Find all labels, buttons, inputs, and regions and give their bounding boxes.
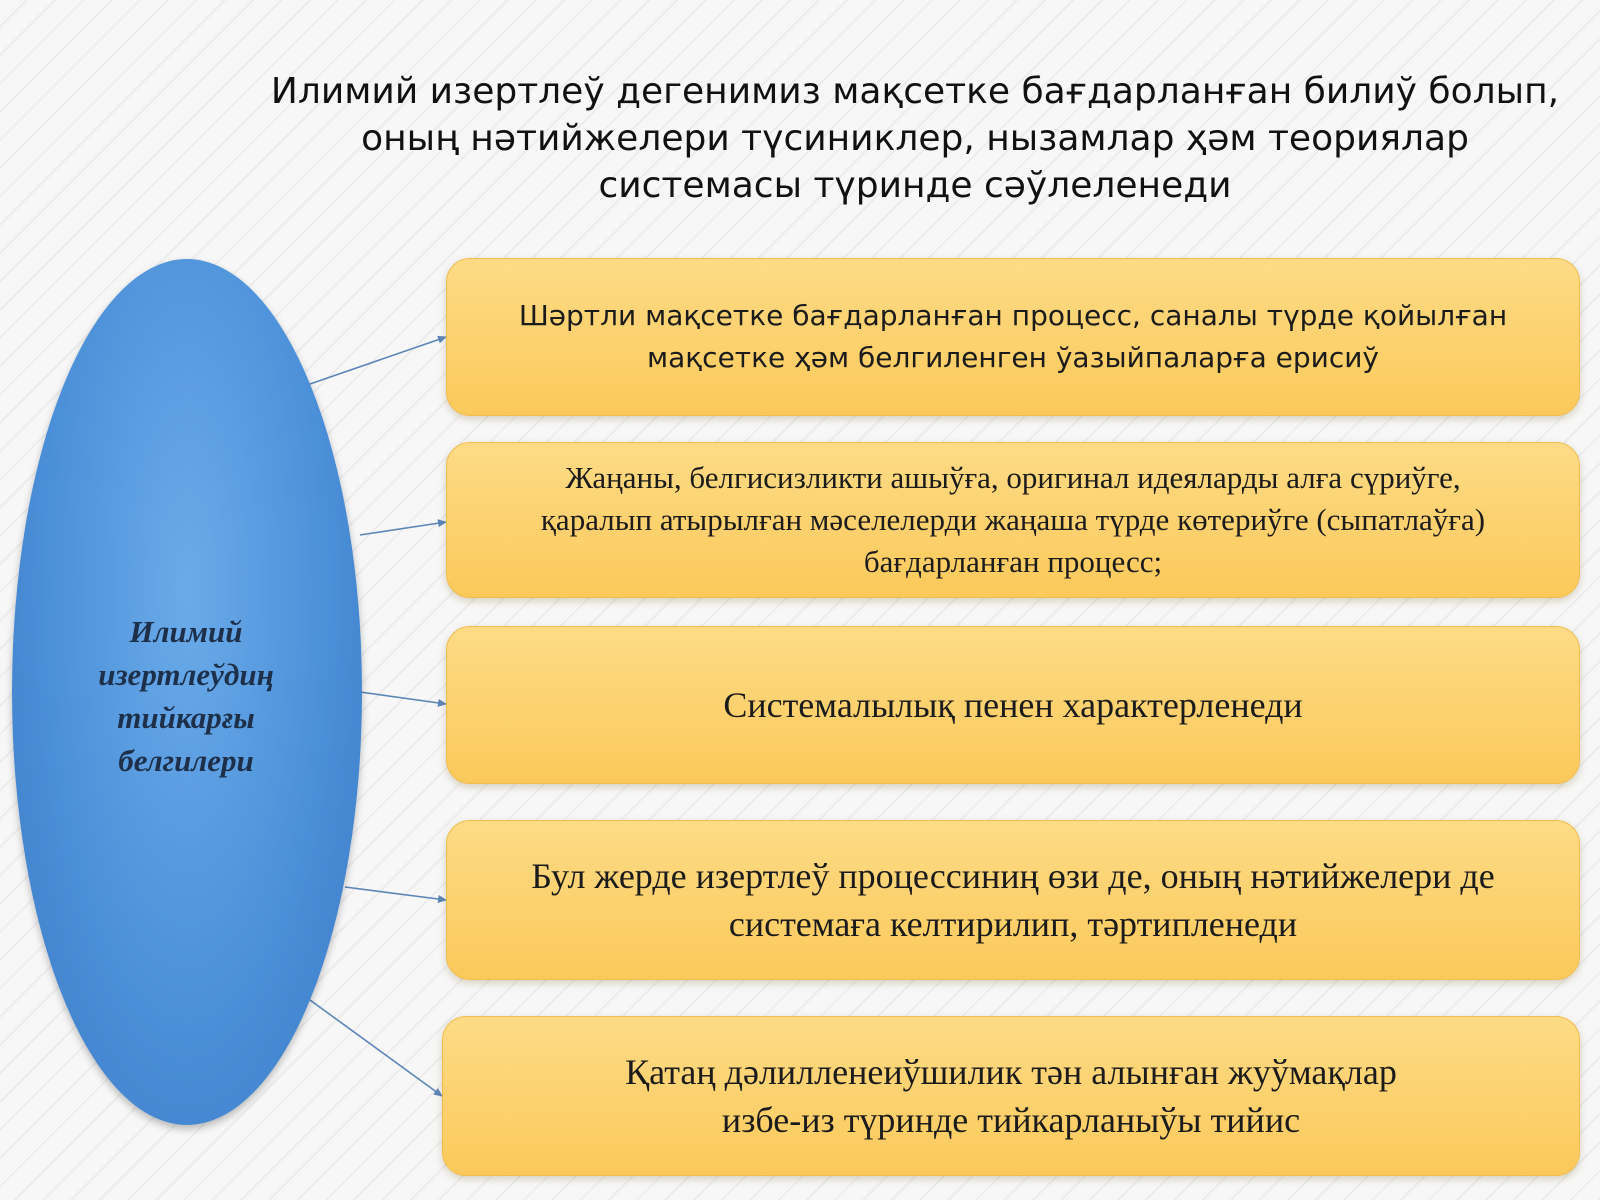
feature-box-5	[442, 1016, 1580, 1176]
feature-box-4	[446, 820, 1580, 980]
box-text-line: системаға келтирилип, тәртипленеди	[728, 904, 1298, 944]
box-text-line: бағдарланған процесс;	[863, 544, 1163, 579]
connector-arrow-4	[345, 887, 446, 900]
box-text-line: мақсетке ҳәм белгиленген ўазыйпаларға ерисиў	[646, 341, 1380, 374]
connector-arrow-5	[310, 1000, 442, 1096]
feature-box-3	[446, 626, 1580, 784]
central-ellipse-label	[35, 610, 337, 782]
ellipse-label-line: Илимий	[129, 614, 243, 649]
title-line: системасы түринде сәўлеленеди	[598, 165, 1232, 206]
connector-arrow-3	[360, 692, 446, 704]
title-line: оның нәтийжелери түсиниклер, нызамлар ҳәм теориялар	[361, 118, 1469, 159]
box-text-line: Бул жерде изертлеў процессиниң өзи де, оның нәтийжелери де	[531, 856, 1495, 896]
ellipse-label-line: изертлеўдиң	[98, 657, 274, 692]
feature-box-1	[446, 258, 1580, 416]
box-text-line: Қатаң дәлилленеиўшилик тән алынған жуўмақлар	[625, 1052, 1397, 1092]
box-text-line: Шәртли мақсетке бағдарланған процесс, саналы түрде қойылған	[518, 299, 1508, 332]
box-text-line: Системалылық пенен характерленеди	[723, 685, 1303, 725]
box-text-line: қаралып атырылған мәселелерди жаңаша түрде көтериўге (сыпатлаўға)	[540, 502, 1486, 537]
connector-arrow-2	[360, 522, 446, 535]
connector-arrow-1	[310, 337, 446, 384]
feature-box-2	[446, 442, 1580, 598]
ellipse-label-line: тийкарғы	[117, 700, 255, 735]
box-text-line: Жаңаны, белгисизликти ашыўға, оригинал идеяларды алға сүриўге,	[565, 460, 1461, 495]
box-text-line: избе-из түринде тийкарланыўы тийис	[721, 1100, 1301, 1140]
ellipse-label-line: белгилери	[118, 743, 254, 778]
title-line: Илимий изертлеў дегенимиз мақсетке бағдарланған билиў болып,	[270, 71, 1560, 112]
